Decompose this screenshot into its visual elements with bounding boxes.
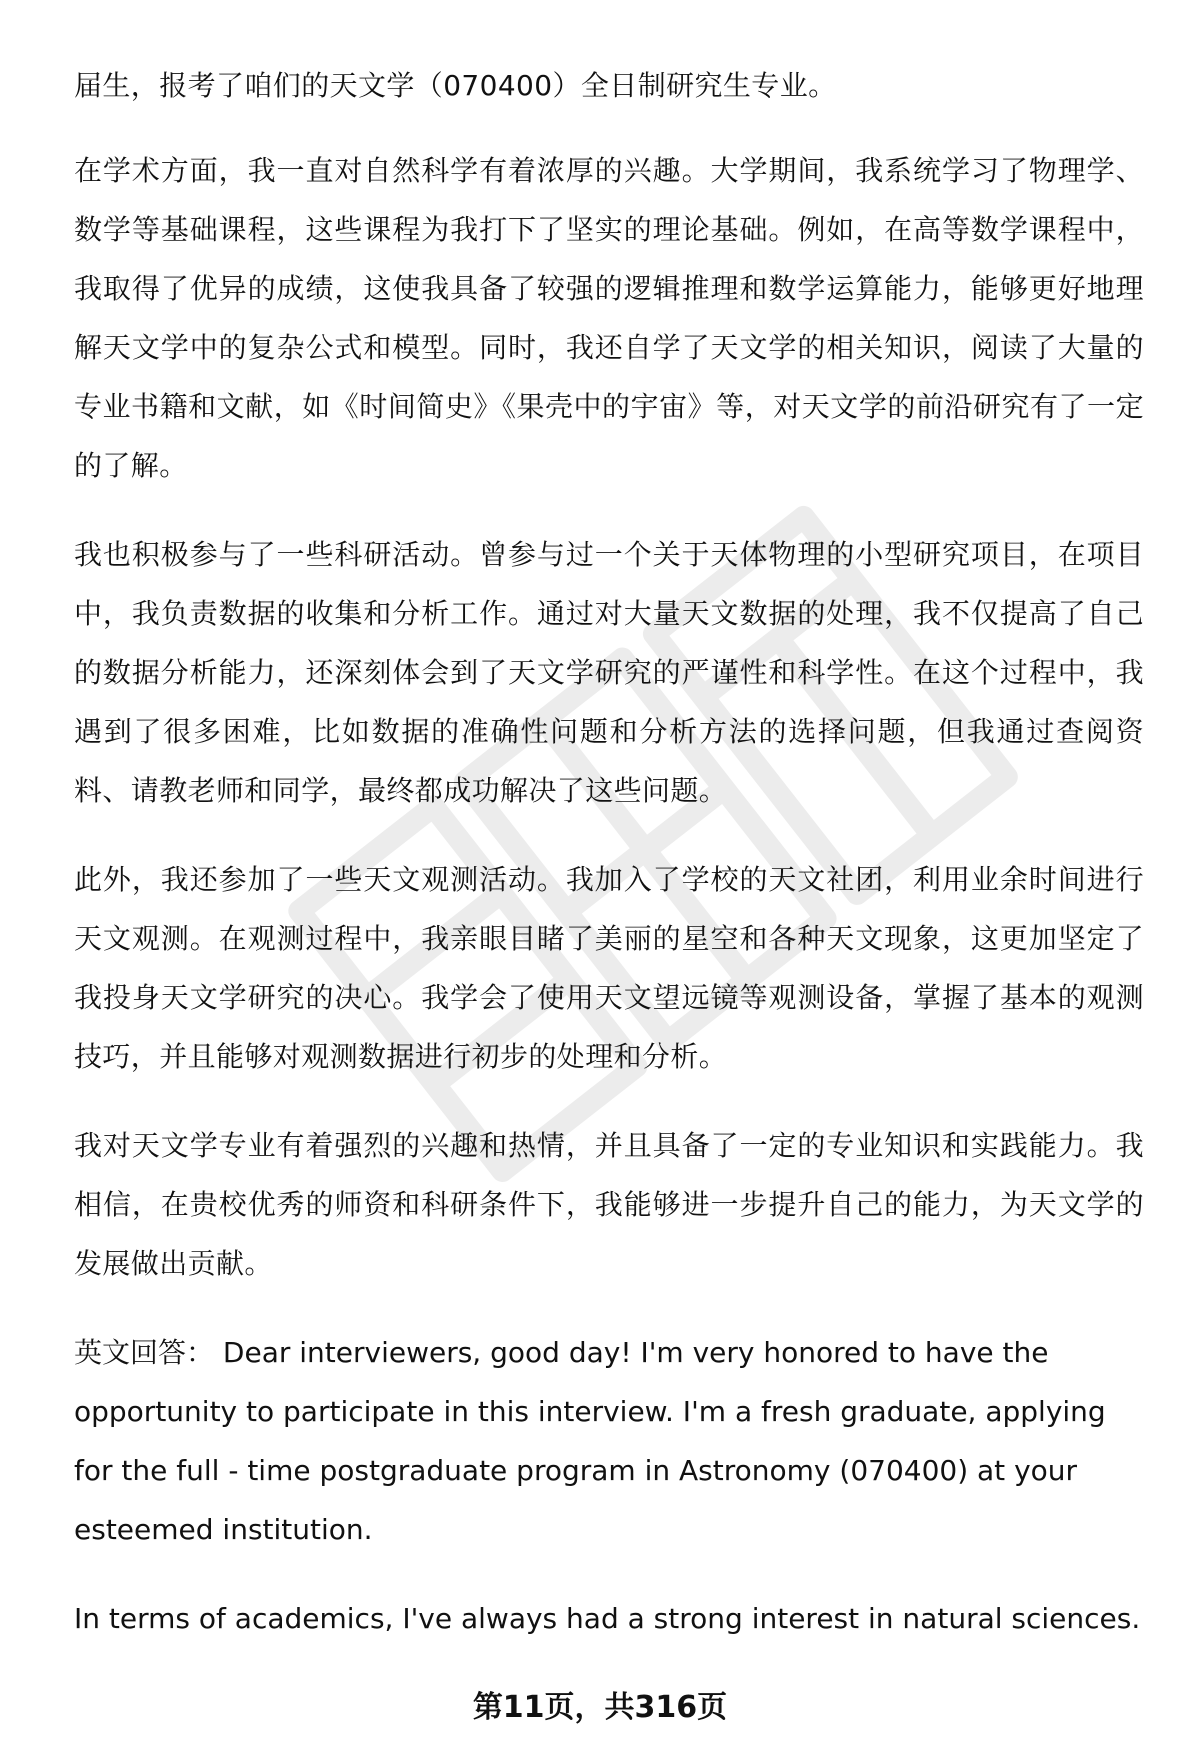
document-body <box>74 56 1144 1678</box>
paragraph-english-academics: In terms of academics, I've always had a strong interest in natural sciences. <box>74 1602 1141 1635</box>
paragraph-research: 我也积极参与了一些科研活动。曾参与过一个关于天体物理的小型研究项目，在项目中，我负责数据的收集和分析工作。通过对大量天文数据的处理，我不仅提高了自己的数据分析能力，还深刻体会到了天文学研究的严谨性和科学性。在这个过程中，我遇到了很多困难，比如数据的准确性问题和分析方法的选择问题，但我通过查阅资料、请教老师和同学，最终都成功解决了这些问题。 <box>74 538 1144 807</box>
paragraph-english-answer: 英文回答： Dear interviewers, good day! I'm very honored to have the opportunity to participate in this interview. I'm a fresh graduate, applying for the full - time postgraduate program in Astronomy (070400) at your esteemed institution. <box>74 1336 1106 1546</box>
paragraph-intro-end: 届生，报考了咱们的天文学（070400）全日制研究生专业。 <box>74 69 837 102</box>
paragraph-observation: 此外，我还参加了一些天文观测活动。我加入了学校的天文社团，利用业余时间进行天文观测。在观测过程中，我亲眼目睹了美丽的星空和各种天文现象，这更加坚定了我投身天文学研究的决心。我学会了使用天文望远镜等观测设备，掌握了基本的观测技巧，并且能够对观测数据进行初步的处理和分析。 <box>74 863 1144 1073</box>
paragraph-summary: 我对天文学专业有着强烈的兴趣和热情，并且具备了一定的专业知识和实践能力。我相信，在贵校优秀的师资和科研条件下，我能够进一步提升自己的能力，为天文学的发展做出贡献。 <box>74 1129 1144 1280</box>
page-number-footer: 第11页，共316页 <box>472 1690 728 1725</box>
paragraph-academics: 在学术方面，我一直对自然科学有着浓厚的兴趣。大学期间，我系统学习了物理学、数学等基础课程，这些课程为我打下了坚实的理论基础。例如，在高等数学课程中，我取得了优异的成绩，这使我具备了较强的逻辑推理和数学运算能力，能够更好地理解天文学中的复杂公式和模型。同时，我还自学了天文学的相关知识，阅读了大量的专业书籍和文献，如《时间简史》《果壳中的宇宙》等，对天文学的前沿研究有了一定的了解。 <box>74 154 1144 482</box>
